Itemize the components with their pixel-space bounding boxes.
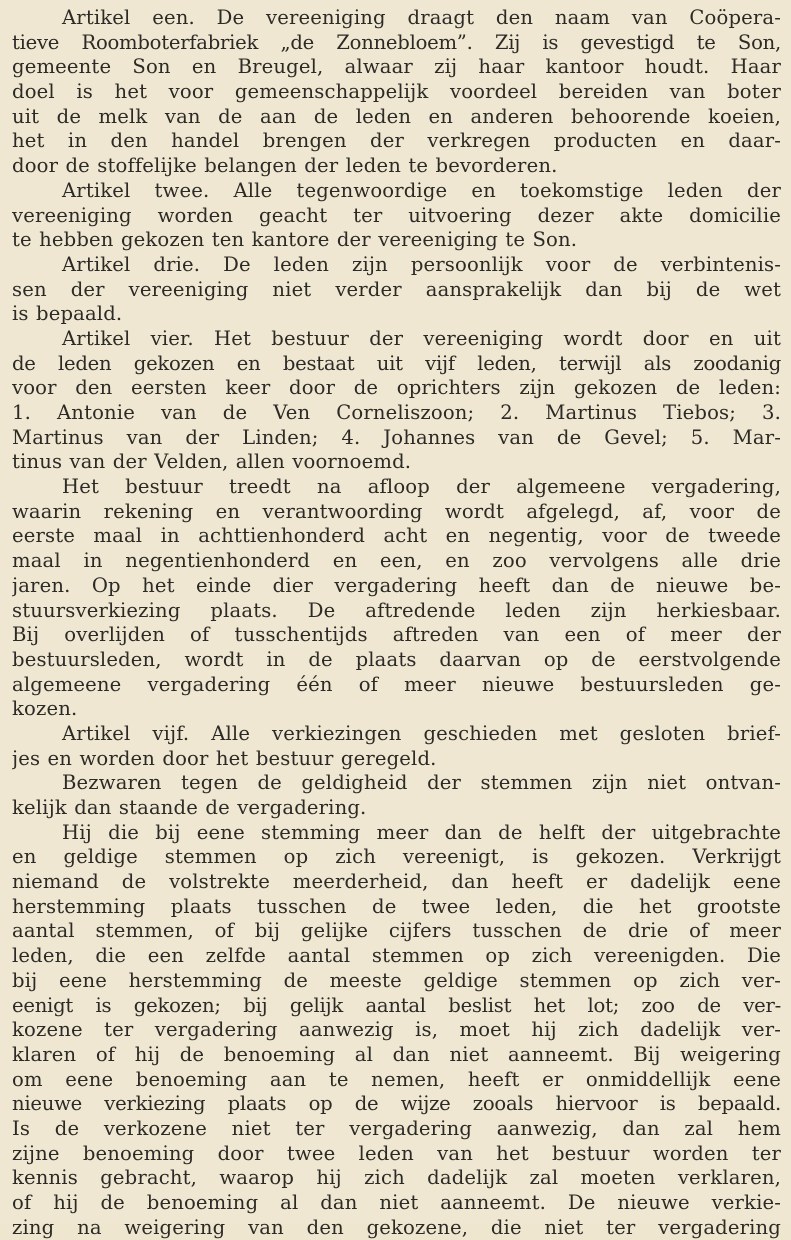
text-line: tieve Roomboterfabriek „de Zonnebloem”. Zij is gevestigd te Son,	[12, 30, 781, 54]
text-line: waarin rekening en verantwoording wordt afgelegd, af, voor de	[12, 499, 781, 523]
text-line: stuursverkiezing plaats. De aftredende leden zijn herkiesbaar.	[12, 598, 781, 622]
text-line: eerste maal in achttienhonderd acht en negentig, voor de tweede	[12, 524, 781, 548]
text-line: klaren of hij de benoeming al dan niet aanneemt. Bij weigering	[12, 1042, 781, 1066]
text-line: de leden gekozen en bestaat uit vijf leden, terwijl als zoodanig	[12, 351, 781, 375]
text-line: kozene ter vergadering aanwezig is, moet hij zich dadelijk ver-	[12, 1018, 781, 1042]
text-line: jes en worden door het bestuur geregeld.	[12, 746, 437, 770]
text-line: sen der vereeniging niet verder aansprakelijk dan bij de wet	[12, 277, 781, 301]
text-line: voor den eersten keer door de oprichters zijn gekozen de leden:	[12, 376, 781, 400]
text-line: tinus van der Velden, allen voornoemd.	[12, 450, 412, 474]
article-text-column	[12, 6, 781, 1240]
text-line: Bij overlijden of tusschentijds aftreden van een of meer der	[12, 623, 781, 647]
text-line: Is de verkozene niet ter vergadering aanwezig, dan zal hem	[12, 1116, 781, 1140]
text-line: leden, die een zelfde aantal stemmen op zich vereenigden. Die	[12, 944, 781, 968]
text-line: Artikel vijf. Alle verkiezingen geschieden met gesloten brief-	[62, 721, 781, 745]
text-line: herstemming plaats tusschen de twee leden, die het grootste	[12, 894, 781, 918]
text-line: vereeniging worden geacht ter uitvoering dezer akte domicilie	[12, 203, 781, 227]
text-line: Artikel twee. Alle tegenwoordige en toekomstige leden der	[62, 178, 781, 202]
text-line: bij eene herstemming de meeste geldige stemmen op zich ver-	[12, 968, 781, 992]
text-line: Artikel vier. Het bestuur der vereeniging wordt door en uit	[62, 326, 781, 350]
text-line: maal in negentienhonderd en een, en zoo vervolgens alle drie	[12, 549, 781, 573]
text-line: zijne benoeming door twee leden van het bestuur worden ter	[12, 1141, 781, 1165]
text-line: nieuwe verkiezing plaats op de wijze zooals hiervoor is bepaald.	[12, 1092, 781, 1116]
text-line: en geldige stemmen op zich vereenigt, is gekozen. Verkrijgt	[12, 845, 781, 869]
text-line: Artikel drie. De leden zijn persoonlijk voor de verbintenis-	[62, 252, 781, 276]
text-line: 1. Antonie van de Ven Corneliszoon; 2. Martinus Tiebos; 3.	[12, 401, 781, 424]
text-line: aantal stemmen, of bij gelijke cijfers tusschen de drie of meer	[12, 919, 781, 943]
text-line: gemeente Son en Breugel, alwaar zij haar kantoor houdt. Haar	[12, 55, 781, 79]
text-line: Het bestuur treedt na afloop der algemeene vergadering,	[62, 475, 781, 499]
text-line: of hij de benoeming al dan niet aanneemt. De nieuwe verkie-	[12, 1191, 781, 1214]
text-line: bestuursleden, wordt in de plaats daarvan op de eerstvolgende	[12, 647, 781, 671]
text-line: te hebben gekozen ten kantore der vereeniging te Son.	[12, 228, 578, 252]
text-line: het in den handel brengen der verkregen producten en daar-	[12, 129, 781, 153]
text-line: Bezwaren tegen de geldigheid der stemmen zijn niet ontvan-	[62, 771, 781, 795]
text-line: jaren. Op het einde dier vergadering heeft dan de nieuwe be-	[12, 573, 781, 597]
text-line: om eene benoeming aan te nemen, heeft er onmiddellijk eene	[12, 1067, 781, 1091]
text-line: niemand de volstrekte meerderheid, dan heeft er dadelijk eene	[12, 870, 781, 894]
text-line: kelijk dan staande de vergadering.	[12, 796, 367, 819]
text-line: uit de melk van de aan de leden en anderen behoorende koeien,	[12, 104, 781, 128]
text-line: Martinus van der Linden; 4. Johannes van de Gevel; 5. Mar-	[12, 425, 781, 449]
text-line: door de stoffelijke belangen der leden te bevorderen.	[12, 154, 558, 178]
text-line: eenigt is gekozen; bij gelijk aantal beslist het lot; zoo de ver-	[12, 993, 781, 1017]
text-line: zing na weigering van den gekozene, die niet ter vergadering	[12, 1215, 781, 1239]
text-line: doel is het voor gemeenschappelijk voordeel bereiden van boter	[12, 80, 781, 104]
text-line: is bepaald.	[12, 302, 123, 326]
text-line: kennis gebracht, waarop hij zich dadelijk zal moeten verklaren,	[12, 1166, 781, 1190]
text-line: Hij die bij eene stemming meer dan de helft der uitgebrachte	[62, 820, 781, 844]
text-line: algemeene vergadering één of meer nieuwe bestuursleden ge-	[12, 672, 781, 696]
text-line: kozen.	[12, 697, 78, 721]
text-line: Artikel een. De vereeniging draagt den naam van Coöpera-	[62, 6, 781, 29]
